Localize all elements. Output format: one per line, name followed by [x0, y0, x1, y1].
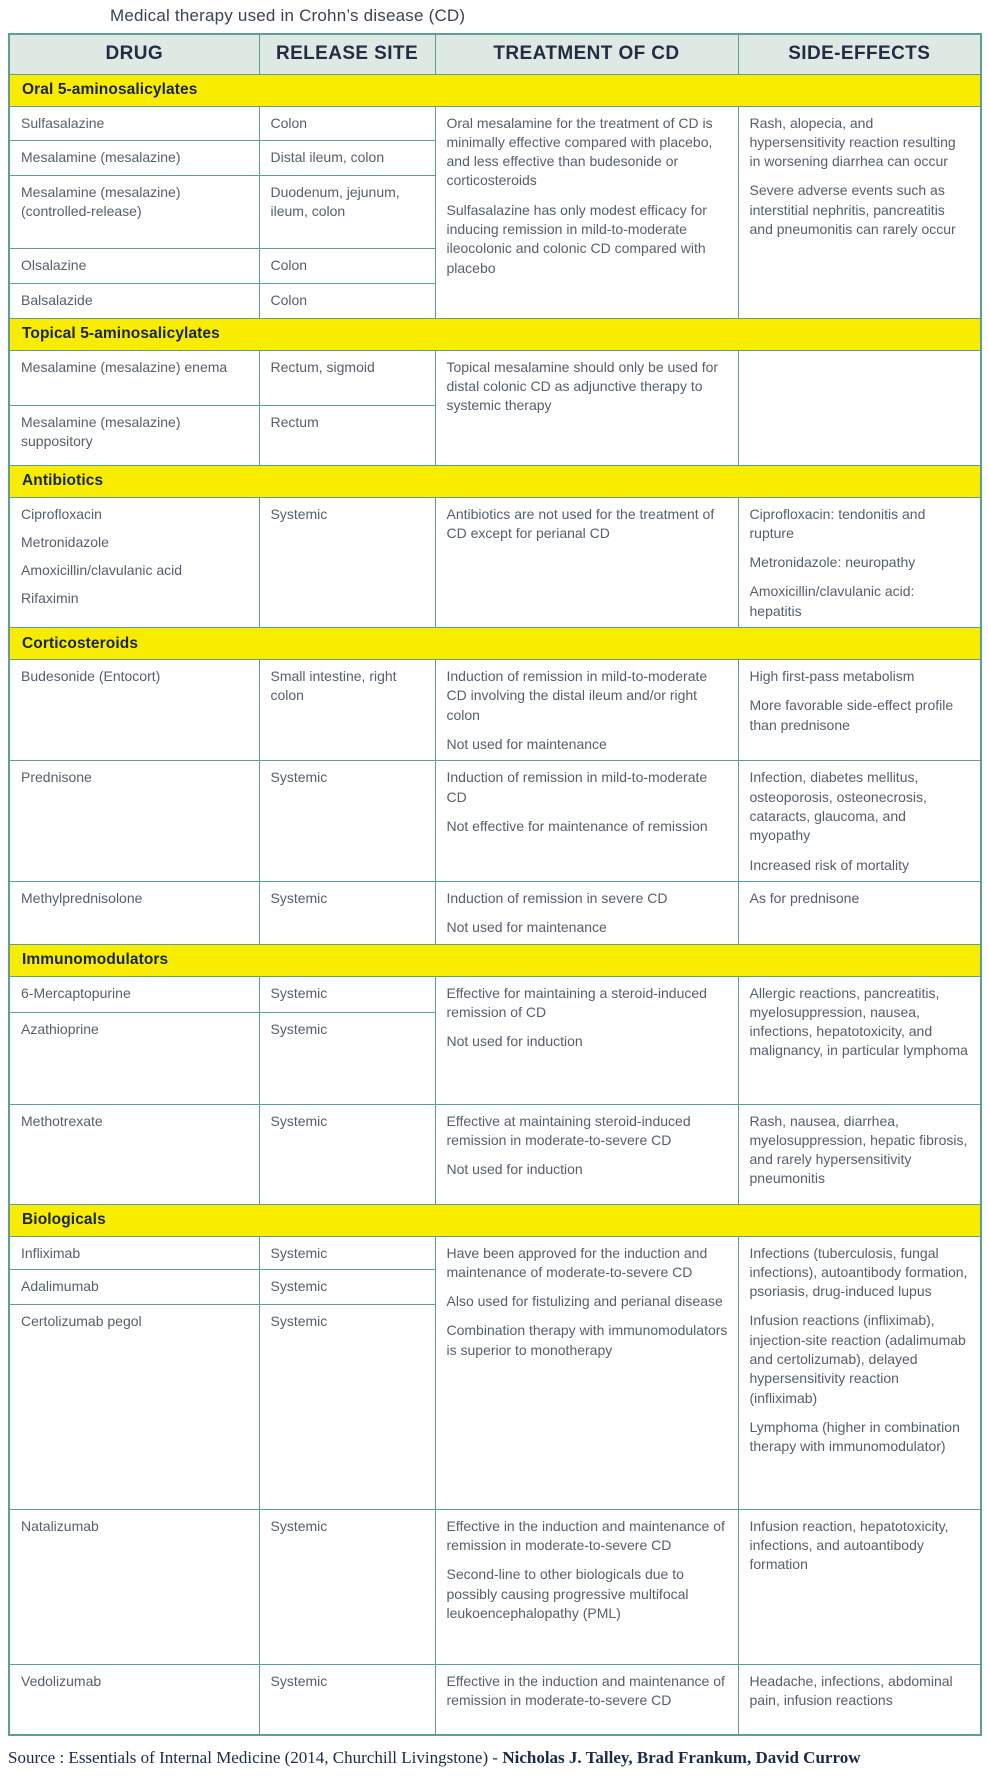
release-site-cell: Systemic [259, 497, 435, 628]
drug-cell: Methotrexate [9, 1104, 259, 1204]
release-site-cell: Systemic [259, 1509, 435, 1664]
side-effects-paragraph: Increased risk of mortality [749, 856, 909, 873]
drug-cell: Balsalazide [9, 283, 259, 318]
section-header-oral-5-aminosalicylates: Oral 5-aminosalicylates [9, 74, 981, 106]
treatment-cell [435, 660, 738, 761]
side-effects-paragraph: Metronidazole: neuropathy [749, 554, 916, 571]
side-effects-paragraph: Headache, infections, abdominal pain, infusion reactions [749, 1672, 953, 1709]
side-effects-paragraph: Infection, diabetes mellitus, osteoporosis, osteonecrosis, cataracts, glaucoma, and myopathy [749, 769, 927, 844]
drug-cell: Mesalamine (mesalazine) enema [9, 350, 259, 405]
side-effects-cell [738, 350, 981, 465]
release-site-cell: Systemic [259, 1012, 435, 1104]
release-site-cell: Systemic [259, 881, 435, 944]
treatment-paragraph: Not used for induction [446, 1033, 583, 1050]
treatment-paragraph: Antibiotics are not used for the treatment of CD except for perianal CD [446, 505, 715, 541]
release-site-cell: Systemic [259, 1236, 435, 1269]
treatment-paragraph: Induction of remission in mild-to-moderate CD [446, 769, 708, 805]
drug-name: Rifaximin [21, 590, 79, 607]
column-header-drug: DRUG [9, 34, 259, 74]
side-effects-paragraph: Infections (tuberculosis, fungal infections), autoantibody formation, psoriasis, drug-induced lupus [749, 1244, 968, 1300]
side-effects-paragraph: Rash, alopecia, and hypersensitivity reaction resulting in worsening diarrhea can occur [749, 114, 956, 170]
release-site-cell: Systemic [259, 1664, 435, 1735]
section-row-corticosteroids [9, 628, 981, 660]
side-effects-cell [738, 1664, 981, 1735]
side-effects-paragraph: As for prednisone [749, 889, 860, 906]
treatment-paragraph: Effective for maintaining a steroid-induced remission of CD [446, 984, 707, 1020]
drug-cell [9, 497, 259, 628]
side-effects-paragraph: More favorable side-effect profile than prednisone [749, 697, 954, 733]
drug-cell: Mesalamine (mesalazine) suppository [9, 405, 259, 465]
side-effects-cell [738, 881, 981, 944]
treatment-paragraph: Second-line to other biologicals due to possibly causing progressive multifocal leukoencephalopathy (PML) [446, 1566, 689, 1622]
table-row [9, 881, 981, 944]
table-header-row [9, 34, 981, 74]
side-effects-cell [738, 106, 981, 318]
drug-cell: Azathioprine [9, 1012, 259, 1104]
section-header-antibiotics: Antibiotics [9, 465, 981, 497]
treatment-cell [435, 1236, 738, 1509]
side-effects-cell [738, 497, 981, 628]
drug-cell: Vedolizumab [9, 1664, 259, 1735]
side-effects-paragraph: Ciprofloxacin: tendonitis and rupture [749, 505, 926, 541]
section-row-immunomodulators [9, 944, 981, 976]
release-site-cell: Systemic [259, 1104, 435, 1204]
section-header-biologicals: Biologicals [9, 1204, 981, 1236]
release-site-cell: Rectum [259, 405, 435, 465]
release-site-cell: Colon [259, 106, 435, 140]
treatment-paragraph: Topical mesalamine should only be used for distal colonic CD as adjunctive therapy to systemic therapy [446, 358, 719, 414]
treatment-paragraph: Not used for induction [446, 1161, 583, 1178]
release-site-cell: Rectum, sigmoid [259, 350, 435, 405]
table-row [9, 350, 981, 405]
drug-cell: Adalimumab [9, 1269, 259, 1304]
treatment-paragraph: Sulfasalazine has only modest efficacy for inducing remission in mild-to-moderate ileocolonic and colonic CD compared with placebo [446, 201, 707, 276]
source-prefix: Source : Essentials of Internal Medicine (2014, Churchill Livingstone) - [8, 1748, 503, 1768]
release-site-cell: Systemic [259, 1269, 435, 1304]
table-row [9, 1664, 981, 1735]
source-citation [8, 1748, 980, 1768]
treatment-paragraph: Have been approved for the induction and maintenance of moderate-to-severe CD [446, 1244, 708, 1280]
therapy-table [8, 33, 982, 1736]
section-row-oral-5-aminosalicylates [9, 74, 981, 106]
treatment-paragraph: Induction of remission in severe CD [446, 889, 668, 906]
treatment-paragraph: Combination therapy with immunomodulators is superior to monotherapy [446, 1322, 728, 1358]
table-row [9, 106, 981, 140]
section-row-topical-5-aminosalicylates [9, 318, 981, 350]
treatment-paragraph: Effective in the induction and maintenance of remission in moderate-to-severe CD [446, 1672, 725, 1709]
treatment-cell [435, 497, 738, 628]
treatment-paragraph: Not used for maintenance [446, 919, 607, 936]
drug-cell: Mesalamine (mesalazine) (controlled-release) [9, 175, 259, 248]
drug-cell: Sulfasalazine [9, 106, 259, 140]
table-row [9, 1509, 981, 1664]
column-header-release-site: RELEASE SITE [259, 34, 435, 74]
drug-cell: Olsalazine [9, 248, 259, 283]
treatment-cell [435, 1104, 738, 1204]
release-site-cell: Duodenum, jejunum, ileum, colon [259, 175, 435, 248]
section-header-immunomodulators: Immunomodulators [9, 944, 981, 976]
drug-cell: Certolizumab pegol [9, 1304, 259, 1509]
treatment-paragraph: Effective at maintaining steroid-induced remission in moderate-to-severe CD [446, 1112, 691, 1148]
section-header-corticosteroids: Corticosteroids [9, 628, 981, 660]
treatment-paragraph: Effective in the induction and maintenance of remission in moderate-to-severe CD [446, 1517, 725, 1554]
treatment-cell [435, 350, 738, 465]
side-effects-cell [738, 761, 981, 882]
release-site-cell: Distal ileum, colon [259, 140, 435, 175]
release-site-cell: Colon [259, 283, 435, 318]
side-effects-paragraph: Rash, nausea, diarrhea, myelosuppression, hepatic fibrosis, and rarely hypersensitivity pneumonitis [749, 1112, 968, 1187]
side-effects-paragraph: Allergic reactions, pancreatitis, myelosuppression, nausea, infections, hepatotoxicity, and malignancy, in particular lymphoma [749, 984, 968, 1059]
section-row-biologicals [9, 1204, 981, 1236]
side-effects-cell [738, 1236, 981, 1509]
table-row [9, 1236, 981, 1269]
treatment-cell [435, 761, 738, 882]
side-effects-paragraph: Infusion reactions (infliximab), injection-site reaction (adalimumab and certolizumab), delayed hypersensitivity reaction (infliximab) [749, 1312, 966, 1406]
treatment-cell [435, 881, 738, 944]
side-effects-cell [738, 1104, 981, 1204]
table-row [9, 497, 981, 628]
drug-name: Amoxicillin/clavulanic acid [21, 562, 183, 579]
treatment-cell [435, 1509, 738, 1664]
drug-cell: Budesonide (Entocort) [9, 660, 259, 761]
page-title: Medical therapy used in Crohn’s disease (CD) [110, 6, 466, 25]
section-header-topical-5-aminosalicylates: Topical 5-aminosalicylates [9, 318, 981, 350]
drug-name: Metronidazole [21, 533, 109, 550]
treatment-cell [435, 976, 738, 1104]
side-effects-paragraph: Lymphoma (higher in combination therapy with immunomodulator) [749, 1419, 960, 1455]
drug-cell: Infliximab [9, 1236, 259, 1269]
drug-cell: Methylprednisolone [9, 881, 259, 944]
treatment-paragraph: Induction of remission in mild-to-moderate CD involving the distal ileum and/or right colon [446, 668, 708, 723]
side-effects-paragraph: Severe adverse events such as interstitial nephritis, pancreatitis and pneumonitis can rarely occur [749, 182, 956, 238]
side-effects-cell [738, 660, 981, 761]
release-site-cell: Colon [259, 248, 435, 283]
column-header-side-effects: SIDE-EFFECTS [738, 34, 981, 74]
side-effects-paragraph: Amoxicillin/clavulanic acid: hepatitis [749, 583, 915, 619]
source-authors: Nicholas J. Talley, Brad Frankum, David Currow [502, 1748, 861, 1768]
drug-cell: 6-Mercaptopurine [9, 976, 259, 1012]
side-effects-paragraph: High first-pass metabolism [749, 668, 915, 685]
side-effects-cell [738, 1509, 981, 1664]
table-row [9, 761, 981, 882]
treatment-cell [435, 1664, 738, 1735]
release-site-cell: Small intestine, right colon [259, 660, 435, 761]
column-header-treatment: TREATMENT OF CD [435, 34, 738, 74]
side-effects-paragraph: Infusion reaction, hepatotoxicity, infections, and autoantibody formation [749, 1517, 949, 1573]
table-row [9, 976, 981, 1012]
treatment-cell [435, 106, 738, 318]
treatment-paragraph: Oral mesalamine for the treatment of CD is minimally effective compared with placebo, and less effective than budesonide or corticosteroids [446, 114, 713, 189]
treatment-paragraph: Not effective for maintenance of remission [446, 817, 708, 834]
side-effects-cell [738, 976, 981, 1104]
treatment-paragraph: Also used for fistulizing and perianal disease [446, 1293, 723, 1310]
drug-cell: Natalizumab [9, 1509, 259, 1664]
release-site-cell: Systemic [259, 761, 435, 882]
drug-cell: Mesalamine (mesalazine) [9, 140, 259, 175]
treatment-paragraph: Not used for maintenance [446, 736, 607, 752]
drug-name: Ciprofloxacin [21, 505, 102, 522]
table-row [9, 1104, 981, 1204]
section-row-antibiotics [9, 465, 981, 497]
release-site-cell: Systemic [259, 976, 435, 1012]
drug-cell: Prednisone [9, 761, 259, 882]
table-row [9, 660, 981, 761]
release-site-cell: Systemic [259, 1304, 435, 1509]
